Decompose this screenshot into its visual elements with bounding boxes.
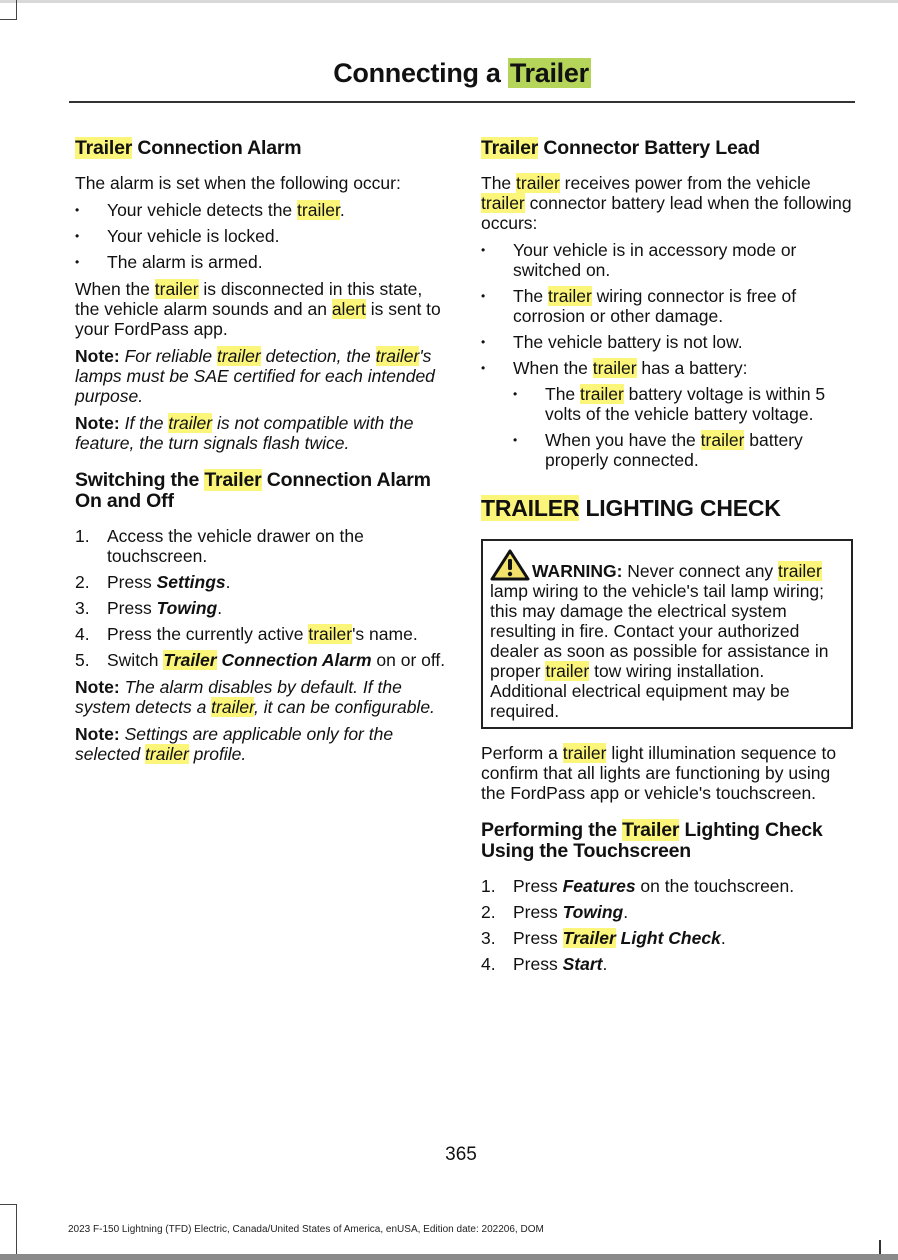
text: battery properly connected.: [545, 430, 803, 470]
heading-highlight: TRAILER: [481, 495, 580, 521]
text: Press: [513, 902, 563, 922]
footer-edition-info: 2023 F-150 Lightning (TFD) Electric, Canada/United States of America, enUSA, Edition date: 202206, DOM: [68, 1224, 544, 1235]
text: Press: [107, 598, 157, 618]
text: has a battery:: [636, 358, 748, 378]
step-number: 1.: [481, 876, 496, 896]
battery-sub-list: [513, 384, 853, 470]
section-heading-touchscreen-check: [481, 820, 853, 862]
text: 's lamps must be SAE certified for each intended purpose.: [75, 346, 435, 406]
list-item: [75, 200, 447, 220]
note-label: Note:: [75, 677, 120, 697]
text: Switch: [107, 650, 164, 670]
text: is disconnected in this state, the vehicle alarm sounds and an: [75, 279, 423, 319]
text: If the: [119, 413, 169, 433]
page-title-text: Connecting a: [333, 58, 508, 88]
step-number: 4.: [481, 954, 496, 974]
highlight: trailer: [168, 413, 213, 433]
text: Access the vehicle drawer on the touchscreen.: [107, 526, 364, 566]
title-divider: [69, 101, 855, 103]
text: .: [339, 200, 345, 220]
text: wiring connector is free of corrosion or other damage.: [513, 286, 797, 326]
text: Press: [107, 572, 157, 592]
page-title: [69, 58, 855, 89]
right-column: [481, 138, 853, 981]
text: Press the currently active: [107, 624, 309, 644]
highlight: trailer: [562, 743, 607, 763]
step-item: [75, 526, 447, 566]
highlight: trailer: [700, 430, 745, 450]
list-item: • Your vehicle is locked.: [75, 226, 447, 246]
text: .: [225, 572, 231, 592]
menu-term: Towing: [156, 598, 218, 618]
highlight: trailer: [516, 173, 560, 193]
text: .: [720, 928, 726, 948]
text: .: [217, 598, 223, 618]
text: profile.: [188, 744, 247, 764]
text: battery voltage is within 5 volts of the vehicle battery voltage.: [545, 384, 826, 424]
warning-box: [481, 539, 853, 729]
text: The: [545, 384, 581, 404]
text: 's name.: [352, 624, 418, 644]
viewer-top-border: [0, 0, 898, 3]
highlight: trailer: [481, 193, 525, 213]
page-number: 365: [445, 1144, 477, 1165]
note-label: Note:: [75, 724, 120, 744]
battery-intro: [481, 173, 853, 233]
note-label: Note:: [75, 413, 120, 433]
crop-mark-bottom-right: [879, 1240, 881, 1254]
crop-mark-top-left: [0, 0, 17, 20]
text: For reliable: [119, 346, 217, 366]
menu-term: Settings: [156, 572, 226, 592]
menu-term: Connection Alarm: [216, 650, 372, 670]
text: When the: [75, 279, 155, 299]
note: [75, 724, 447, 764]
battery-conditions-list: [481, 240, 853, 470]
step-item: [481, 902, 853, 922]
note: [75, 346, 447, 406]
highlight: trailer: [580, 384, 624, 404]
text: The: [513, 286, 549, 306]
menu-term-highlight: Trailer: [562, 928, 616, 948]
highlight: trailer: [545, 661, 590, 681]
text: .: [602, 954, 608, 974]
text: Press: [513, 876, 563, 896]
highlight: alert: [331, 299, 366, 319]
highlight: trailer: [297, 200, 340, 220]
left-column: [75, 138, 447, 771]
text: Settings are applicable only for the selected: [75, 724, 394, 764]
menu-term: Features: [562, 876, 636, 896]
step-item: [75, 650, 447, 670]
menu-term-highlight: Trailer: [163, 650, 217, 670]
step-number: 5.: [75, 650, 90, 670]
highlight: trailer: [592, 358, 637, 378]
menu-term: Towing: [562, 902, 624, 922]
heading-text: Lighting Check Using the Touchscreen: [481, 819, 823, 862]
text: light illumination sequence to confirm that all lights are functioning by using the FordPass app or vehicle's touchscreen.: [481, 743, 837, 803]
heading-text: Performing the: [481, 819, 623, 841]
heading-text: Connection Alarm On and Off: [75, 469, 431, 512]
lighting-steps-list: [481, 876, 853, 974]
step-number: 1.: [75, 526, 90, 546]
text: tow wiring installation. Additional electrical equipment may be required.: [490, 661, 790, 721]
text: Press: [513, 954, 563, 974]
highlight: trailer: [548, 286, 592, 306]
warning-triangle-icon: [490, 549, 530, 581]
heading-text: LIGHTING CHECK: [579, 495, 781, 521]
note-label: Note:: [75, 346, 120, 366]
highlight: trailer: [375, 346, 420, 366]
sub-list-item: [513, 430, 853, 470]
note: [75, 413, 447, 453]
text: When the: [513, 358, 593, 378]
text: connector battery lead when the following occurs:: [481, 193, 852, 233]
list-item: [481, 286, 853, 326]
text: Your vehicle detects the: [107, 200, 298, 220]
text: detection, the: [260, 346, 376, 366]
alarm-conditions-list: [75, 200, 447, 272]
text: Never connect any: [622, 561, 779, 581]
step-number: 3.: [481, 928, 496, 948]
alarm-intro: The alarm is set when the following occur:: [75, 173, 401, 193]
list-item: • The vehicle battery is not low.: [481, 332, 853, 352]
step-number: 2.: [75, 572, 90, 592]
step-number: 4.: [75, 624, 90, 644]
lighting-intro: [481, 743, 853, 803]
text: lamp wiring to the vehicle's tail lamp wiring; this may damage the electrical system resulting in fire. Contact your authorized dealer as soon as possible for assistance in proper: [490, 581, 829, 681]
highlight: trailer: [154, 279, 199, 299]
heading-highlight: Trailer: [622, 819, 680, 841]
menu-term: Start: [562, 954, 603, 974]
heading-highlight: Trailer: [75, 137, 133, 159]
list-item: • The alarm is armed.: [75, 252, 447, 272]
section-heading-lighting-check: [481, 495, 853, 521]
crop-mark-bottom-left: [0, 1204, 17, 1255]
note: [75, 677, 447, 717]
heading-text: Connector Battery Lead: [538, 137, 760, 159]
section-heading-battery-lead: [481, 138, 853, 159]
heading-text: Switching the: [75, 469, 205, 491]
section-heading-connection-alarm: [75, 138, 447, 159]
text: on the touchscreen.: [635, 876, 795, 896]
highlight: trailer: [211, 697, 254, 717]
text: is sent to your FordPass app.: [75, 299, 441, 339]
list-item: • Your vehicle is in accessory mode or switched on.: [481, 240, 853, 280]
step-item: [481, 876, 853, 896]
text: receives power from the vehicle: [559, 173, 811, 193]
highlight: trailer: [308, 624, 353, 644]
heading-text: Connection Alarm: [132, 137, 302, 159]
text: When you have the: [545, 430, 701, 450]
text: The: [481, 173, 517, 193]
alarm-description: [75, 279, 447, 339]
step-item: [75, 598, 447, 618]
text: Perform a: [481, 743, 563, 763]
highlight: trailer: [216, 346, 261, 366]
text: is not compatible with the feature, the turn signals flash twice.: [75, 413, 414, 453]
step-item: [75, 572, 447, 592]
text: Press: [513, 928, 563, 948]
warning-label: WARNING:: [532, 561, 623, 581]
step-item: [75, 624, 447, 644]
viewer-bottom-scrollbar[interactable]: [0, 1254, 898, 1260]
step-item: [481, 928, 853, 948]
text: .: [623, 902, 629, 922]
heading-highlight: Trailer: [204, 469, 262, 491]
page-title-highlight: Trailer: [509, 58, 589, 88]
text: The alarm disables by default. If the system detects a: [75, 677, 402, 717]
text: , it can be configurable.: [253, 697, 435, 717]
text: on or off.: [371, 650, 446, 670]
list-item: [481, 358, 853, 470]
highlight: trailer: [145, 744, 189, 764]
sub-list-item: [513, 384, 853, 424]
section-heading-switching-alarm: [75, 470, 447, 512]
highlight: trailer: [778, 561, 822, 581]
heading-highlight: Trailer: [481, 137, 539, 159]
step-item: [481, 954, 853, 974]
switching-steps-list: [75, 526, 447, 670]
step-number: 2.: [481, 902, 496, 922]
menu-term: Light Check: [615, 928, 721, 948]
step-number: 3.: [75, 598, 90, 618]
